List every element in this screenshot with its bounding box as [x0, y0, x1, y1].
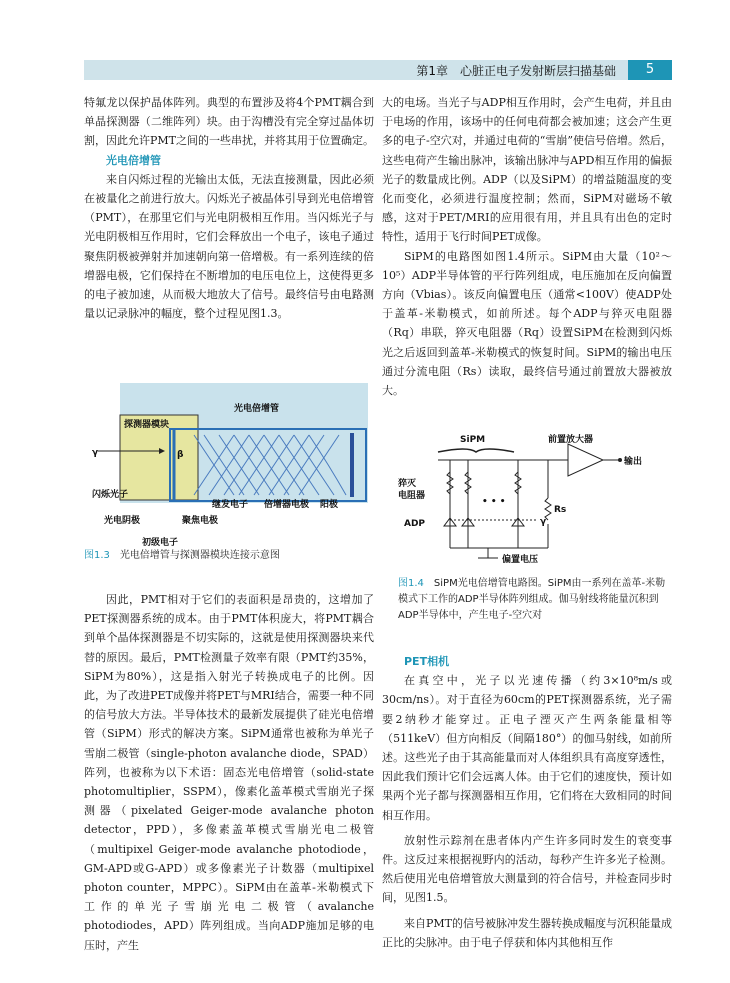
- figure-1-3-caption: [84, 548, 374, 564]
- pmt-label: 光电倍增管: [234, 404, 280, 414]
- anode-label: 阳极: [320, 500, 339, 510]
- detector-module-label: 探测器模块: [124, 420, 170, 430]
- output-label: 输出: [624, 457, 643, 467]
- scintillation-photon-label: 闪烁光子: [92, 490, 129, 500]
- pet-paragraph-1: 在真空中，光子以光速传播（约3×10⁸m/s或30cm/ns）。对于直径为60cm的PET探测器系统，光子需要2纳秒才能穿过。正电子湮灭产生两条能量相等（511keV）但方向相反（间隔180°）的伽马射线，如前所述。这些光子由于其高能量而对人体组织具有高度穿透性，因此我们预计它们会远离人体。由于它们的速度快，预计如果两个光子都与探测器相互作用，它们将在大致相同的时间相互作用。: [382, 674, 672, 822]
- right-top-paragraph: 大的电场。当光子与ADP相互作用时，会产生电荷，并且由于电场的作用，该场中的任何电荷都会被加速；这会产生更多的电子-空穴对，并通过电荷的“雪崩”使信号倍增。然后，这些电荷产生输出脉冲，该输出脉冲与APD相互作用的偏振光子的数量成比例。ADP（以及SiPM）的增益随温度的变化而变化，必须进行温度控制；然而，SiPM对磁场不敏感，这对于PET/MRI的应用很有用，并且具有出色的定时特性，适用于飞行时间PET成像。: [382, 96, 672, 244]
- left-column-top: [84, 93, 374, 323]
- right-column-bottom: [382, 652, 672, 952]
- sipm-circuit: [398, 430, 668, 570]
- pmt-paragraph: 来自闪烁过程的光输出太低，无法直接测量，因此必须在被量化之前进行放大。闪烁光子被晶体引导到光电倍增管（PMT），在那里它们与光电阴极相互作用。当闪烁光子与光电阴极相互作用时，它们会释放出一个电子，该电子通过聚焦阴极被弹射并加速朝向第一倍增极。有一系列连续的倍增器电极，它们保持在不断增加的电压电位上，这使得更多的电子被加速，从而极大地放大了信号。最终信号由电路测量以记录脉冲的幅度，整个过程见图1.3。: [84, 172, 374, 321]
- figure-1-4-caption-text: SiPM光电倍增管电路图。SiPM由一系列在盖革-米勒模式下工作的ADP半导体阵列组成。伽马射线将能量沉积到ADP半导体中，产生电子-空穴对: [398, 578, 666, 621]
- right-column-top: [382, 93, 672, 400]
- page-number: 5: [628, 60, 672, 80]
- quench-resistor-label-1: 猝灭: [398, 479, 417, 489]
- dynode-label: 倍增器电极: [264, 500, 310, 510]
- left-column-bottom: [84, 590, 374, 955]
- bias-voltage-label: 偏置电压: [502, 555, 539, 565]
- figure-1-3: [84, 375, 374, 570]
- left-top-paragraph: 特氟龙以保护晶体阵列。典型的布置涉及将4个PMT耦合到单晶探测器（二维阵列）块。由于沟槽没有完全穿过晶体切割，因此允许PMT之间的一些串扰，并将其用于位置确定。: [84, 96, 374, 148]
- figure-1-3-caption-text: 光电倍增管与探测器模块连接示意图: [119, 550, 280, 561]
- preamp-label: 前置放大器: [548, 435, 594, 445]
- pet-paragraph-3: 来自PMT的信号被脉冲发生器转换成幅度与沉积能量成正比的尖脉冲。由于电子俘获和体内其他相互作: [382, 916, 672, 949]
- figure-1-4-caption-label: 图1.4: [398, 578, 424, 589]
- circuit-paragraph: SiPM的电路图如图1.4所示。SiPM由大量（10²～10⁵）ADP半导体管的平行阵列组成，电压施加在反向偏置方向（Vbias）。该反向偏置电压（通常<100V）使ADP处于盖革-米勒模式，如前所述。每个ADP与猝灭电阻器（Rq）串联，猝灭电阻器（Rq）设置SiPM在检测到闪烁光之后返回到盖革-米勒模式的恢复时间。SiPM的输出电压通过分流电阻（Rs）读取，最终信号通过前置放大器被放大。: [382, 249, 672, 398]
- focusing-electrode-label: 聚焦电极: [182, 516, 219, 526]
- sipm-brace: [438, 449, 514, 452]
- gamma-label: γ: [92, 448, 99, 458]
- beta-label: β: [177, 450, 184, 460]
- pet-heading: PET相机: [404, 655, 450, 668]
- chapter-title: 第1章 心脏正电子发射断层扫描基础: [416, 64, 616, 78]
- gamma-label-14: γ: [540, 517, 547, 527]
- sipm-label: SiPM: [460, 435, 486, 445]
- page-header: [84, 60, 672, 80]
- amplifier-triangle: [568, 444, 603, 476]
- left-bottom-paragraph: 因此，PMT相对于它们的表面积是昂贵的，这增加了PET探测器系统的成本。由于PMT体积庞大，将PMT耦合到单个晶体探测器是不切实际的，这就是使用探测器块来代替的原因。最后，PMT检测量子效率有限（PMT约35%，SiPM为80%），这是指入射光子转换成电子的比例。因此，为了改进PET成像并将PET与MRI结合，需要一种不同的信号放大方法。半导体技术的最新发展提供了硅光电倍增管（SiPM）形式的解决方案。SiPM通常也被称为单光子雪崩二极管（single-photon avalanche diode，SPAD）阵列，也被称为以下术语：固态光电倍增管（solid-state photomultiplier，SSPM），像素化盖革模式雪崩光子探测器（pixelated Geiger-mode avalanche photon detector，PPD），多像素盖革模式雪崩光电二极管（multipixel Geiger-mode avalanche photodiode，GM-APD或G-APD）或多像素光子计数器（multipixel photon counter，MPPC）。SiPM由在盖革-米勒模式下工作的单光子雪崩光电二极管（avalanche photodiodes，APD）阵列组成。当向ADP施加足够的电压时，产生: [84, 593, 374, 952]
- photocathode-label: 光电阴极: [104, 516, 141, 526]
- primary-electron-label: 初级电子: [142, 538, 179, 548]
- adp-label: ADP: [404, 519, 426, 529]
- figure-1-3-caption-label: 图1.3: [84, 550, 110, 561]
- rs-label: Rs: [554, 505, 567, 515]
- ellipsis-dots: • • •: [482, 497, 506, 507]
- pmt-heading: 光电倍增管: [106, 153, 161, 167]
- figure-1-4-caption: [398, 576, 670, 624]
- figure-1-4: [398, 430, 668, 570]
- quench-resistor-label-2: 电阻器: [398, 491, 426, 501]
- secondary-electron-label: 继发电子: [212, 500, 249, 510]
- pmt-diagram: [84, 375, 374, 570]
- pet-paragraph-2: 放射性示踪剂在患者体内产生许多同时发生的衰变事件。这反过来根据视野内的活动，每秒产生许多光子检测。然后使用光电倍增管放大测量到的符合信号，并检查同步时间，见图1.5。: [382, 833, 672, 905]
